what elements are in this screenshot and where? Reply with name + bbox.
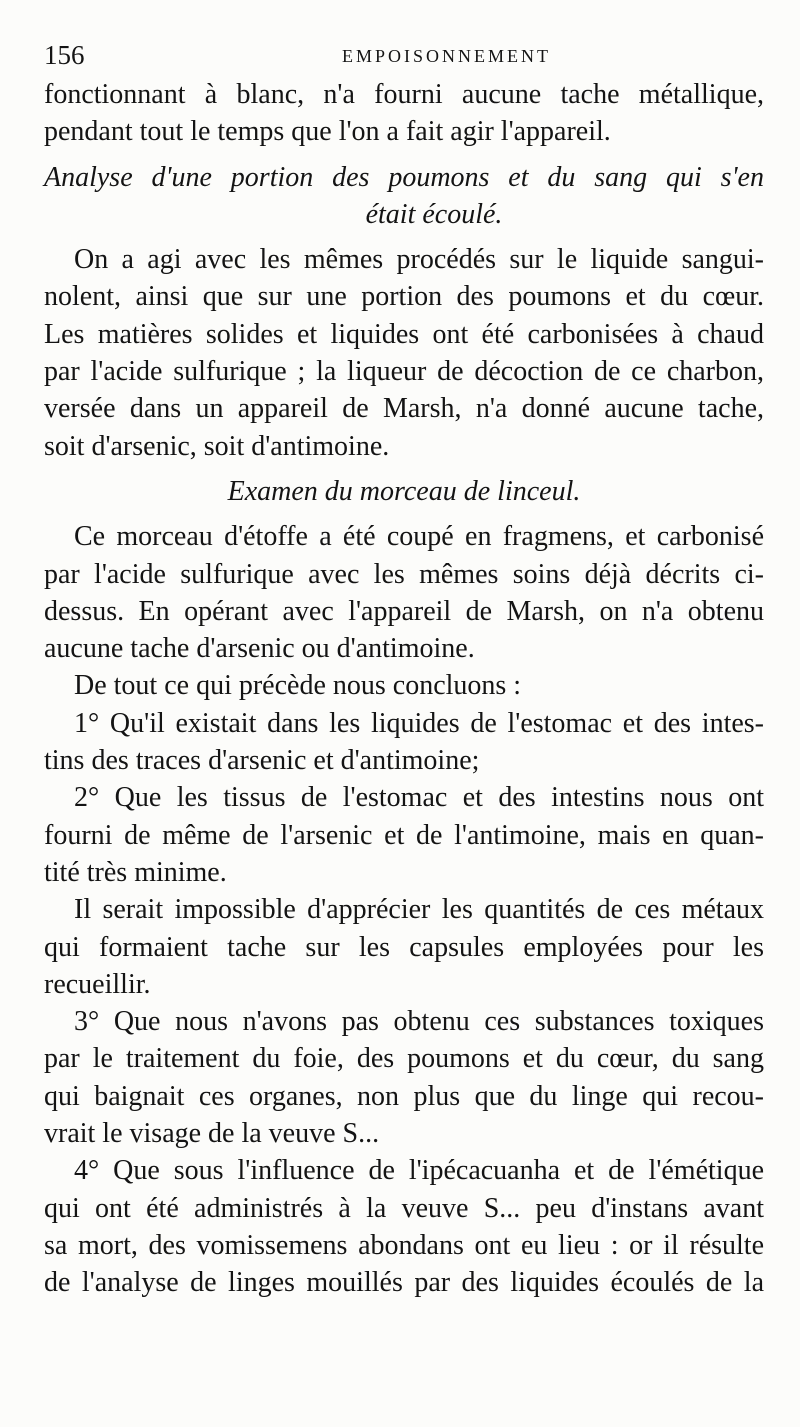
text-line: Il serait impossible d'apprécier les quantités de ces métaux (74, 894, 764, 926)
body-text (44, 76, 764, 1302)
text-line: 3° Que nous n'avons pas obtenu ces substances toxiques (74, 1006, 764, 1038)
text-line: nolent, ainsi que sur une portion des poumons et du cœur. (44, 281, 764, 313)
text-line: tins des traces d'arsenic et d'antimoine; (44, 745, 480, 777)
text-line: Ce morceau d'étoffe a été coupé en fragmens, et carbonisé (74, 521, 764, 553)
page-number: 156 (44, 40, 85, 70)
running-head: EMPOISONNEMENT (342, 46, 552, 66)
section-heading: Examen du morceau de linceul. (227, 475, 581, 507)
text-line: 2° Que les tissus de l'estomac et des intestins nous ont (74, 782, 764, 814)
text-line: de l'analyse de linges mouillés par des liquides écoulés de la (44, 1267, 764, 1299)
text-line: fourni de même de l'arsenic et de l'antimoine, mais en quan- (44, 819, 764, 851)
text-line: Les matières solides et liquides ont été carbonisées à chaud (44, 318, 764, 350)
text-line: qui ont été administrés à la veuve S... peu d'instans avant (44, 1192, 764, 1224)
text-line: par l'acide sulfurique ; la liqueur de décoction de ce charbon, (44, 356, 764, 388)
text-line: pendant tout le temps que l'on a fait agir l'appareil. (44, 116, 611, 148)
text-line: De tout ce qui précède nous concluons : (74, 670, 522, 702)
text-line: par le traitement du foie, des poumons et du cœur, du sang (44, 1043, 764, 1075)
text-line: soit d'arsenic, soit d'antimoine. (44, 430, 390, 462)
section-heading: était écoulé. (365, 198, 503, 230)
text-line: vrait le visage de la veuve S... (44, 1118, 380, 1150)
text-line: dessus. En opérant avec l'appareil de Marsh, on n'a obtenu (44, 595, 764, 627)
text-line: qui baignait ces organes, non plus que du linge qui recou- (44, 1080, 764, 1112)
text-line: On a agi avec les mêmes procédés sur le liquide sangui- (74, 244, 764, 276)
text-line: recueillir. (44, 968, 151, 1000)
text-line: tité très minime. (44, 856, 227, 888)
section-heading: Analyse d'une portion des poumons et du sang qui s'en (44, 161, 764, 193)
text-line: qui formaient tache sur les capsules employées pour les (44, 931, 764, 963)
text-line: 4° Que sous l'influence de l'ipécacuanha et de l'émétique (74, 1155, 764, 1187)
page-header (44, 38, 760, 72)
text-line: sa mort, des vomissemens abondans ont eu lieu : or il résulte (44, 1229, 764, 1261)
text-line: aucune tache d'arsenic ou d'antimoine. (44, 633, 475, 665)
text-line: par l'acide sulfurique avec les mêmes soins déjà décrits ci- (44, 558, 764, 590)
text-line: versée dans un appareil de Marsh, n'a donné aucune tache, (44, 393, 764, 425)
text-line: fonctionnant à blanc, n'a fourni aucune tache métallique, (44, 79, 764, 110)
text-line: 1° Qu'il existait dans les liquides de l'estomac et des intes- (74, 707, 764, 739)
